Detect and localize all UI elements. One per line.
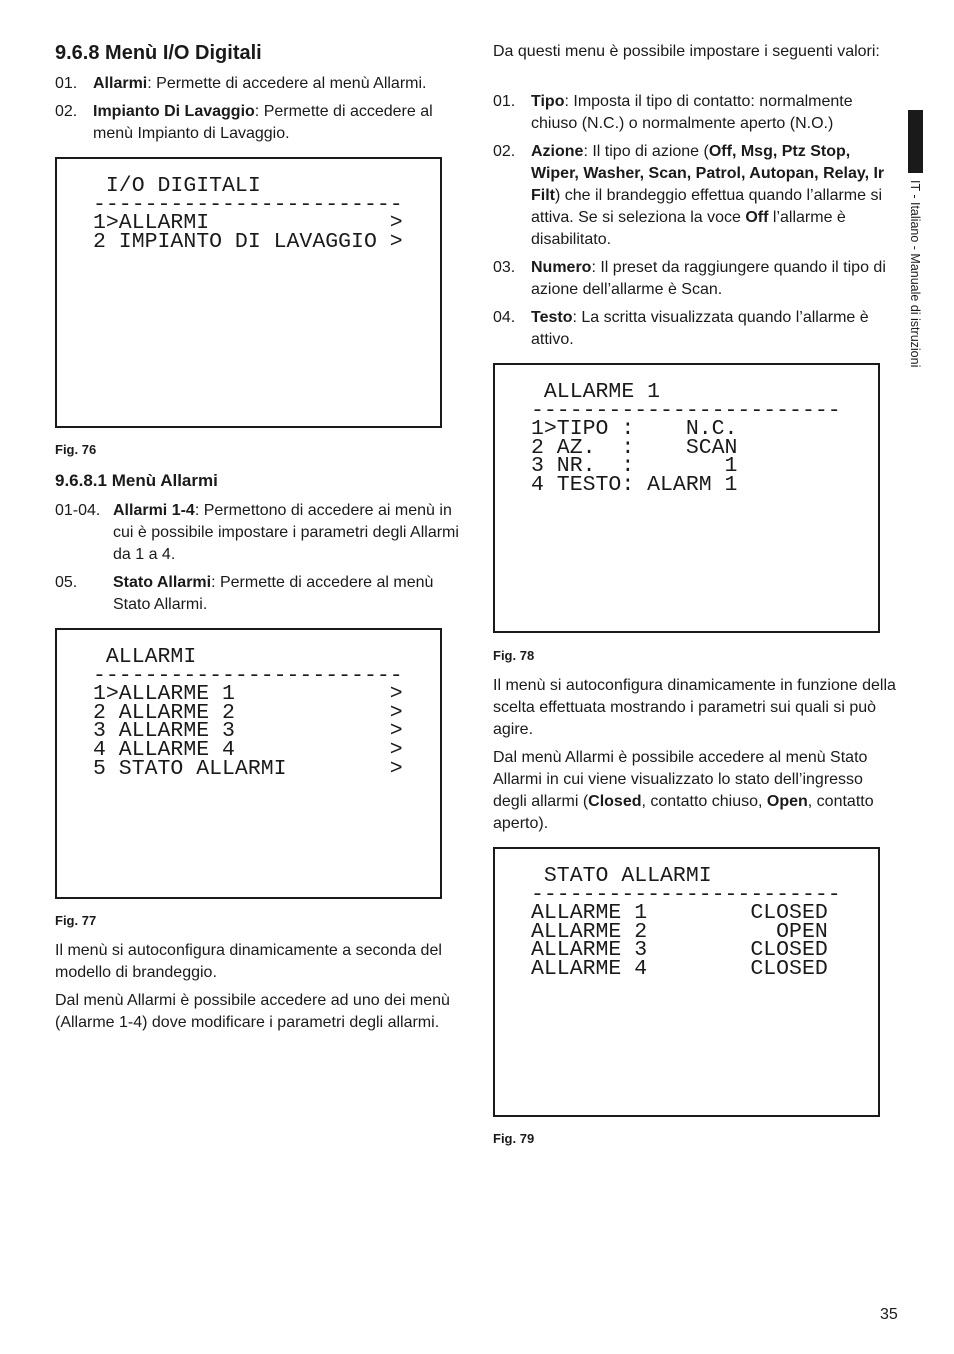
- item-desc: : Permette di accedere al menù Impianto di Lavaggio.: [93, 103, 433, 142]
- osd-screen-fig79: [493, 847, 880, 1117]
- item-desc: : La scritta visualizzata quando l’allarme è attivo.: [531, 309, 869, 348]
- paragraph-term: Closed: [588, 793, 642, 810]
- item-desc: : Permette di accedere al menù Stato Allarmi.: [113, 574, 434, 613]
- item-term: Azione: [531, 143, 584, 160]
- item-desc: : Imposta il tipo di contatto: normalmente chiuso (N.C.) o normalmente aperto (N.O.): [531, 93, 853, 132]
- item-text: [113, 500, 460, 566]
- item-desc: : Permettono di accedere ai menù in cui è possibile impostare i parametri degli Allarmi da 1 a 4.: [113, 502, 459, 563]
- figure-caption: Fig. 77: [55, 913, 97, 928]
- osd-screen-fig77: [55, 628, 442, 899]
- osd-text: ALLARMI ------------------------ 1>ALLARME 1 > 2 ALLARME 2 > 3 ALLARME 3 > 4 ALLARME 4 > 5 STATO ALLARMI >: [93, 645, 403, 781]
- paragraph-text: Dal menù Allarmi è possibile accedere al menù Stato Allarmi in cui viene visualizzato lo stato dell’ingresso degli allarmi (: [493, 749, 868, 810]
- item-number: 05.: [55, 574, 78, 591]
- paragraph: Dal menù Allarmi è possibile accedere ad uno dei menù (Allarme 1-4) dove modificare i parametri degli allarmi.: [55, 992, 450, 1031]
- paragraph: Da questi menu è possibile impostare i seguenti valori:: [493, 43, 880, 60]
- item-desc: l’allarme è disabilitato.: [531, 209, 846, 248]
- section-heading: 9.6.8 Menù I/O Digitali: [55, 42, 262, 64]
- paragraph: Il menù si autoconfigura dinamicamente in funzione della scelta effettuata mostrando i parametri sui quali si può agire.: [493, 677, 896, 738]
- language-tab-bar: [908, 110, 923, 173]
- sidebar-label: [908, 180, 923, 420]
- paragraph-term: Open: [766, 793, 808, 810]
- item-term: Numero: [531, 259, 592, 276]
- item-term: Allarmi: [93, 75, 148, 92]
- item-number: 04.: [493, 309, 516, 326]
- item-text: [93, 73, 460, 95]
- paragraph-text: , contatto aperto).: [493, 793, 874, 832]
- paragraph: Il menù si autoconfigura dinamicamente a seconda del modello di brandeggio.: [55, 942, 442, 981]
- page-number: 35: [880, 1306, 898, 1323]
- item-term: Testo: [531, 309, 573, 326]
- item-number: 01-04.: [55, 502, 101, 519]
- item-text: [531, 141, 898, 251]
- item-desc: : Il preset da raggiungere quando il tipo di azione dell’allarme è Scan.: [531, 259, 886, 298]
- paragraph-text: , contatto chiuso,: [641, 793, 767, 810]
- paragraph: [493, 747, 898, 835]
- figure-caption: Fig. 76: [55, 442, 97, 457]
- osd-text: I/O DIGITALI ------------------------ 1>ALLARMI > 2 IMPIANTO DI LAVAGGIO >: [93, 174, 403, 254]
- item-number: 03.: [493, 259, 516, 276]
- osd-screen-fig76: [55, 157, 442, 428]
- item-text: [93, 101, 460, 145]
- item-text: [113, 572, 460, 616]
- item-text: [531, 307, 898, 351]
- figure-caption: Fig. 78: [493, 648, 535, 663]
- subsection-heading: 9.6.8.1 Menù Allarmi: [55, 471, 218, 490]
- item-text: [531, 91, 898, 135]
- item-term: Tipo: [531, 93, 565, 110]
- osd-text: ALLARME 1 ------------------------ 1>TIPO : N.C. 2 AZ. : SCAN 3 NR. : 1 4 TESTO: ALARM 1: [531, 380, 841, 497]
- item-number: 01.: [493, 93, 516, 110]
- osd-text: STATO ALLARMI ------------------------ ALLARME 1 CLOSED ALLARME 2 OPEN ALLARME 3 CLOSED ALLARME 4 CLOSED: [531, 864, 841, 981]
- item-number: 02.: [493, 143, 516, 160]
- item-term: Impianto Di Lavaggio: [93, 103, 255, 120]
- item-term: Allarmi 1-4: [113, 502, 195, 519]
- item-term: Stato Allarmi: [113, 574, 212, 591]
- figure-caption: Fig. 79: [493, 1131, 535, 1146]
- item-number: 01.: [55, 75, 78, 92]
- item-number: 02.: [55, 103, 78, 120]
- item-text: [531, 257, 898, 301]
- item-desc: : Permette di accedere al menù Allarmi.: [147, 75, 427, 92]
- item-desc: : Il tipo di azione (: [583, 143, 709, 160]
- osd-screen-fig78: [493, 363, 880, 633]
- item-term: Off, Msg, Ptz Stop, Wiper, Washer, Scan, Patrol, Autopan, Relay, Ir Filt: [531, 143, 885, 204]
- item-term: Off: [745, 209, 769, 226]
- item-desc: ) che il brandeggio effettua quando l’allarme si attiva. Se si seleziona la voce: [531, 187, 883, 226]
- sidebar-text: IT - Italiano - Manuale di istruzioni: [908, 180, 922, 368]
